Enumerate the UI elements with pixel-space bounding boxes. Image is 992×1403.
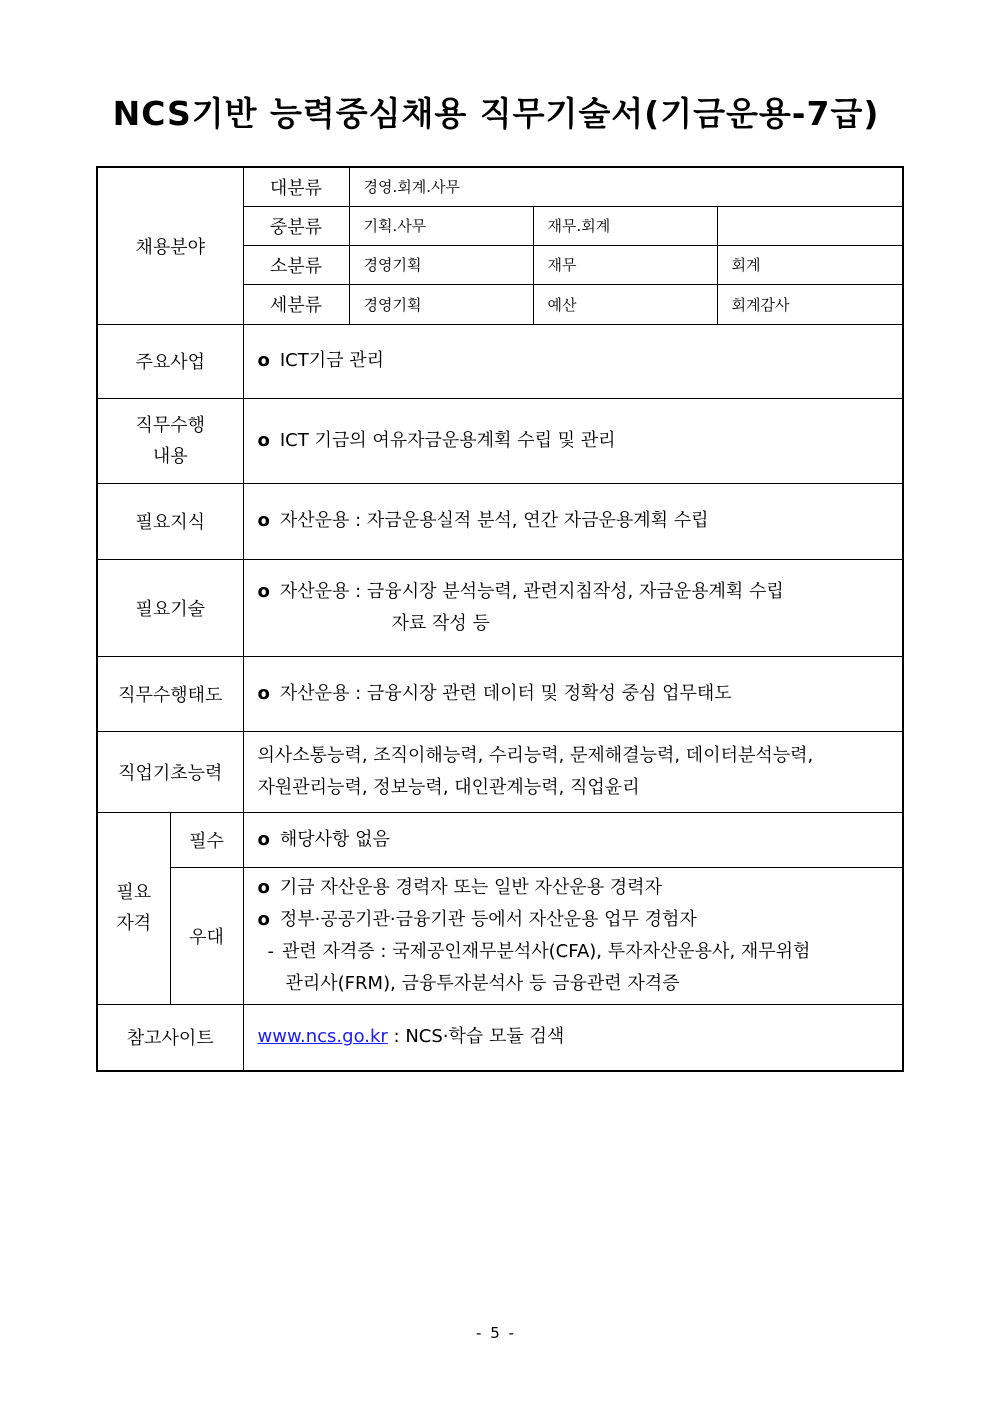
preferred-item1: 기금 자산운용 경력자 또는 일반 자산운용 경력자 [279,876,662,898]
job-description-table [96,166,904,1072]
label-qualification [97,812,170,1004]
label-middle-category: 중분류 [243,206,349,245]
label-reference: 참고사이트 [97,1004,243,1071]
label-recruit-field: 채용분야 [97,167,243,324]
dash: - [267,940,274,962]
value-duty [243,398,903,483]
row-basic-ability [97,731,903,812]
value-minor-2: 재무 [533,245,717,284]
ncs-link[interactable]: www.ncs.go.kr [257,1026,388,1048]
value-minor-1: 경영기획 [349,245,533,284]
bullet: o [257,429,270,451]
value-skill [243,559,903,656]
label-basic-ability: 직업기초능력 [97,731,243,812]
bullet: o [257,580,270,602]
row-main-business [97,324,903,398]
label-attitude: 직무수행태도 [97,656,243,731]
preferred-sub-line1: 관련 자격증 : 국제공인재무분석사(CFA), 투자자산운용사, 재무위험 [282,940,811,962]
row-duty [97,398,903,483]
value-reference [243,1004,903,1071]
preferred-sub-line2: 관리사(FRM), 금융투자분석사 등 금융관련 자격증 [285,972,680,994]
label-preferred: 우대 [170,867,243,1004]
value-detail-1: 경영기획 [349,284,533,324]
row-attitude [97,656,903,731]
value-middle-1: 기획.사무 [349,206,533,245]
row-reference [97,1004,903,1071]
bullet: o [257,350,270,371]
label-duty-line1: 직무수행 [135,414,206,436]
row-major-category [97,167,903,206]
value-detail-3: 회계감사 [717,284,903,324]
value-preferred [243,867,903,1004]
bullet: o [257,510,270,531]
label-required: 필수 [170,812,243,867]
value-major-category: 경영.회계.사무 [349,167,903,206]
row-knowledge [97,483,903,559]
page-title: NCS기반 능력중심채용 직무기술서(기금운용-7급) [112,94,880,133]
skill-text-line1: 자산운용 : 금융시장 분석능력, 관련지침작성, 자금운용계획 수립 [279,580,784,602]
value-attitude [243,656,903,731]
bullet: o [257,876,270,898]
label-knowledge: 필요지식 [97,483,243,559]
row-qualification-preferred [97,867,903,1004]
value-minor-3: 회계 [717,245,903,284]
label-detail-category: 세분류 [243,284,349,324]
label-qualification-line1: 필요 [116,882,152,903]
row-skill [97,559,903,656]
value-main-business [243,324,903,398]
skill-text-line2: 자료 작성 등 [391,612,490,634]
page-number: - 5 - [476,1324,516,1342]
label-skill: 필요기술 [97,559,243,656]
label-qualification-line2: 자격 [116,913,152,934]
preferred-item2: 정부·공공기관·금융기관 등에서 자산운용 업무 경험자 [279,908,697,930]
row-qualification-required [97,812,903,867]
value-required [243,812,903,867]
bullet: o [257,908,270,930]
duty-text: ICT 기금의 여유자금운용계획 수립 및 관리 [279,429,616,451]
knowledge-text: 자산운용 : 자금운용실적 분석, 연간 자금운용계획 수립 [279,510,709,531]
label-main-business: 주요사업 [97,324,243,398]
bullet: o [257,828,270,850]
value-detail-2: 예산 [533,284,717,324]
label-duty [97,398,243,483]
label-minor-category: 소분류 [243,245,349,284]
value-basic-ability [243,731,903,812]
label-major-category: 대분류 [243,167,349,206]
value-knowledge [243,483,903,559]
basic-ability-line2: 자원관리능력, 정보능력, 대인관계능력, 직업윤리 [257,776,640,798]
label-duty-line2: 내용 [152,445,188,467]
required-text: 해당사항 없음 [279,828,390,850]
attitude-text: 자산운용 : 금융시장 관련 데이터 및 정확성 중심 업무태도 [279,682,732,704]
value-middle-2: 재무.회계 [533,206,717,245]
value-middle-3 [717,206,903,245]
main-business-text: ICT기금 관리 [279,350,385,371]
basic-ability-line1: 의사소통능력, 조직이해능력, 수리능력, 문제해결능력, 데이터분석능력, [257,744,814,766]
bullet: o [257,682,270,704]
reference-text: : NCS·학습 모듈 검색 [393,1026,565,1048]
